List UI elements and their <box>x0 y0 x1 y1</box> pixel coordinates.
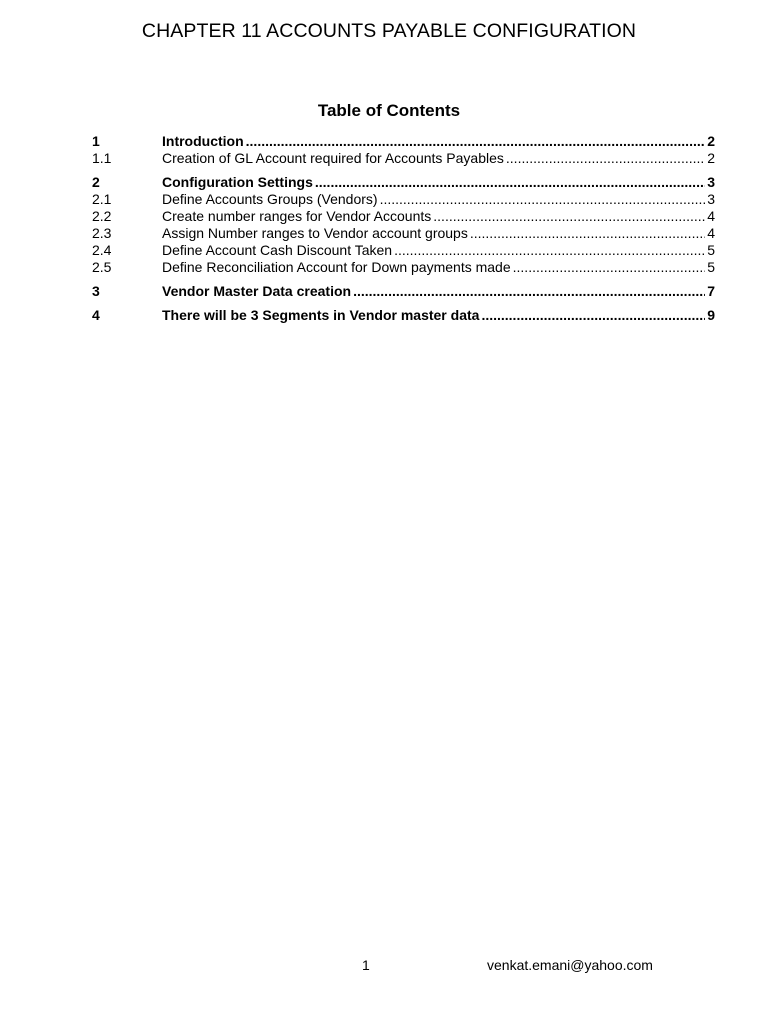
toc-entry-number: 2.3 <box>92 225 112 241</box>
toc-dot-leader <box>315 174 705 191</box>
toc-entry-page: 2 <box>707 133 715 149</box>
toc-entry-page: 2 <box>707 150 715 166</box>
toc-entry-2-4[interactable] <box>92 242 715 259</box>
toc-entry-page: 9 <box>707 307 715 323</box>
toc-entry-number: 2 <box>92 174 100 190</box>
toc-entry-2-2[interactable] <box>92 208 715 225</box>
toc-entry-title: Create number ranges for Vendor Accounts <box>162 208 432 224</box>
toc-entry-page: 3 <box>707 174 715 190</box>
toc-entry-page: 5 <box>707 242 715 258</box>
toc-entry-title: Introduction <box>162 133 244 149</box>
toc-dot-leader <box>380 191 706 208</box>
toc-entry-number: 2.4 <box>92 242 112 258</box>
toc-dot-leader <box>506 150 705 167</box>
toc-entry-number: 3 <box>92 283 100 299</box>
toc-entry-2[interactable] <box>92 174 715 191</box>
toc-entry-2-5[interactable] <box>92 259 715 276</box>
toc-entry-title: Define Accounts Groups (Vendors) <box>162 191 378 207</box>
toc-entry-number: 2.2 <box>92 208 112 224</box>
toc-entry-1-1[interactable] <box>92 150 715 167</box>
toc-dot-leader <box>394 242 705 259</box>
toc-entry-title: Assign Number ranges to Vendor account groups <box>162 225 468 241</box>
toc-entry-page: 4 <box>707 208 715 224</box>
toc-dot-leader <box>481 307 705 324</box>
toc-entry-2-3[interactable] <box>92 225 715 242</box>
toc-entry-title: Creation of GL Account required for Accounts Payables <box>162 150 504 166</box>
footer-email: venkat.emani@yahoo.com <box>487 957 653 973</box>
toc-entry-title: Define Reconciliation Account for Down payments made <box>162 259 511 275</box>
toc-entry-2-1[interactable] <box>92 191 715 208</box>
toc-entry-number: 2.1 <box>92 191 112 207</box>
chapter-title: CHAPTER 11 ACCOUNTS PAYABLE CONFIGURATION <box>141 20 637 42</box>
toc-dot-leader <box>353 283 705 300</box>
toc-dot-leader <box>470 225 705 242</box>
toc-dot-leader <box>513 259 706 276</box>
table-of-contents <box>92 133 715 324</box>
toc-entry-3[interactable] <box>92 283 715 300</box>
toc-entry-number: 2.5 <box>92 259 112 275</box>
toc-dot-leader <box>433 208 705 225</box>
page-footer <box>0 957 768 977</box>
toc-entry-title: Define Account Cash Discount Taken <box>162 242 393 258</box>
toc-dot-leader <box>246 133 706 150</box>
toc-entry-title: There will be 3 Segments in Vendor master data <box>162 307 480 323</box>
toc-heading: Table of Contents <box>317 101 461 120</box>
toc-entry-page: 3 <box>707 191 715 207</box>
toc-entry-4[interactable] <box>92 307 715 324</box>
toc-entry-number: 1 <box>92 133 100 149</box>
toc-entry-page: 4 <box>707 225 715 241</box>
toc-entry-page: 5 <box>707 259 715 275</box>
footer-page-number: 1 <box>362 957 370 973</box>
toc-entry-1[interactable] <box>92 133 715 150</box>
toc-entry-title: Configuration Settings <box>162 174 313 190</box>
toc-entry-number: 4 <box>92 307 100 323</box>
toc-entry-number: 1.1 <box>92 150 112 166</box>
toc-entry-page: 7 <box>707 283 715 299</box>
toc-entry-title: Vendor Master Data creation <box>162 283 352 299</box>
